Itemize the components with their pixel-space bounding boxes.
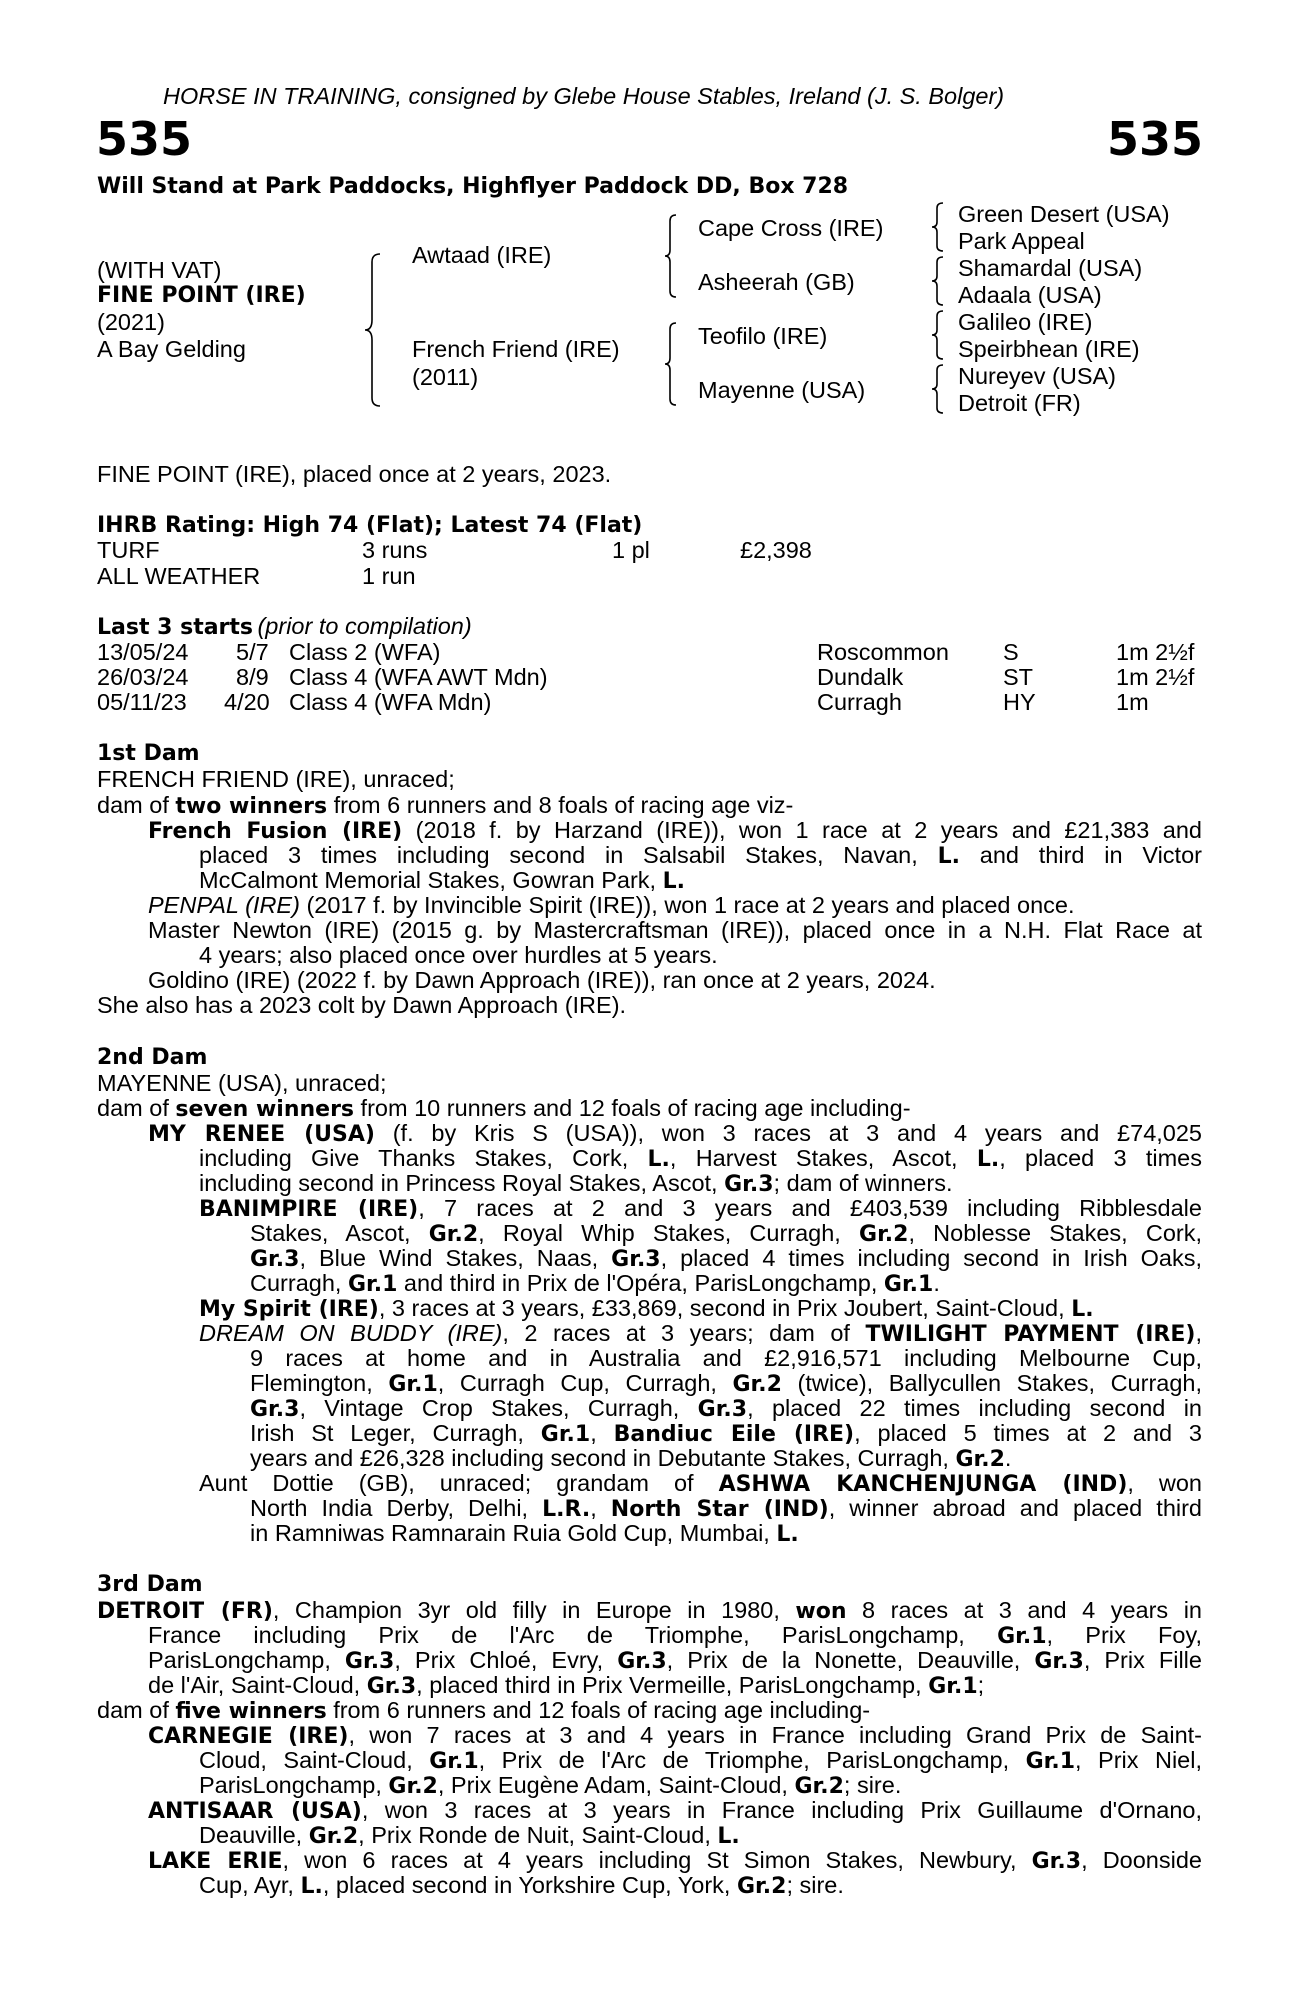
produce-banimpire-line2: Stakes, Ascot, Gr.2, Royal Whip Stakes, Curragh, Gr.2, Noblesse Stakes, Cork,: [250, 1220, 1202, 1247]
produce-aunt-dottie: Aunt Dottie (GB), unraced; grandam of ASHWA KANCHENJUNGA (IND), won: [199, 1470, 1202, 1497]
pedigree-bracket-g1: [929, 200, 951, 254]
produce-carnegie: CARNEGIE (IRE), won 7 races at 3 and 4 years in France including Grand Prix de Saint-: [148, 1722, 1202, 1749]
pedigree-g3: Shamardal (USA): [958, 255, 1143, 281]
start-date: 05/11/23: [97, 689, 187, 715]
horse-description: A Bay Gelding: [97, 336, 246, 362]
pedigree-dam-year: (2011): [412, 364, 479, 390]
lot-number-right: 535: [1106, 112, 1203, 166]
produce-antisaar: ANTISAAR (USA), won 3 races at 3 years in France including Prix Guillaume d'Ornano,: [148, 1797, 1202, 1824]
start-date: 26/03/24: [97, 664, 189, 690]
pedigree-g6: Speirbhean (IRE): [958, 336, 1140, 362]
produce-aunt-dottie-line2: North India Derby, Delhi, L.R., North Star (IND), winner abroad and placed third: [250, 1495, 1203, 1522]
produce-my-renee-line2: including Give Thanks Stakes, Cork, L., Harvest Stakes, Ascot, L., placed 3 times: [199, 1145, 1202, 1172]
produce-twilight-payment-line4: Gr.3, Vintage Crop Stakes, Curragh, Gr.3, placed 22 times including second in: [250, 1395, 1202, 1422]
produce-my-renee: MY RENEE (USA) (f. by Kris S (USA)), won 3 races at 3 and 4 years and £74,025: [148, 1120, 1202, 1147]
pedigree-sire-sire: Cape Cross (IRE): [698, 215, 884, 241]
start-going: ST: [1003, 664, 1034, 690]
racing-summary: FINE POINT (IRE), placed once at 2 years, 2023.: [97, 461, 612, 487]
start-going: S: [1003, 639, 1019, 665]
start-date: 13/05/24: [97, 639, 189, 665]
pedigree-bracket-main: [362, 250, 392, 410]
start-going: HY: [1003, 689, 1036, 715]
stand-location: Will Stand at Park Paddocks, Highflyer Paddock DD, Box 728: [97, 174, 849, 199]
produce-colt: She also has a 2023 colt by Dawn Approach (IRE).: [97, 992, 627, 1018]
produce-twilight-payment-line6: years and £26,328 including second in Debutante Stakes, Curragh, Gr.2.: [250, 1445, 1012, 1472]
pedigree-g5: Galileo (IRE): [958, 309, 1093, 335]
pedigree-bracket-g4: [929, 362, 951, 416]
last-starts-heading: [97, 614, 472, 640]
first-dam-line: FRENCH FRIEND (IRE), unraced;: [97, 766, 455, 792]
first-dam-produce-line: dam of two winners from 6 runners and 8 foals of racing age viz-: [97, 792, 794, 819]
produce-banimpire: BANIMPIRE (IRE), 7 races at 2 and 3 years and £403,539 including Ribblesdale: [199, 1195, 1202, 1222]
produce-penpal: PENPAL (IRE) (2017 f. by Invincible Spirit (IRE)), won 1 race at 2 years and placed once.: [148, 892, 1075, 918]
second-dam-line: MAYENNE (USA), unraced;: [97, 1070, 387, 1096]
pedigree-g2: Park Appeal: [958, 228, 1085, 254]
lot-number-left: 535: [96, 112, 193, 166]
third-dam-heading: 3rd Dam: [97, 1572, 203, 1597]
pedigree-g4: Adaala (USA): [958, 282, 1102, 308]
rating-runs-aw: 1 run: [362, 563, 416, 589]
start-position: 8/9: [236, 664, 269, 690]
start-distance: 1m 2½f: [1116, 639, 1195, 665]
third-dam-detroit-line3: ParisLongchamp, Gr.3, Prix Chloé, Evry, Gr.3, Prix de la Nonette, Deauville, Gr.3, Prix Fille: [148, 1647, 1202, 1674]
pedigree-bracket-dam: [662, 320, 684, 408]
last-starts-note: (prior to compilation): [257, 613, 472, 639]
produce-carnegie-line2: Cloud, Saint-Cloud, Gr.1, Prix de l'Arc de Triomphe, ParisLongchamp, Gr.1, Prix Niel,: [199, 1747, 1202, 1774]
third-dam-produce-line: dam of five winners from 6 runners and 12 foals of racing age including-: [97, 1697, 871, 1724]
pedigree-bracket-g2: [929, 254, 951, 308]
produce-twilight-payment-line5: Irish St Leger, Curragh, Gr.1, Bandiuc Eile (IRE), placed 5 times at 2 and 3: [250, 1420, 1203, 1447]
rating-title: IHRB Rating: High 74 (Flat); Latest 74 (Flat): [97, 513, 643, 538]
first-dam-heading: 1st Dam: [97, 741, 200, 766]
horse-name: FINE POINT (IRE): [97, 283, 306, 308]
produce-master-newton-line2: 4 years; also placed once over hurdles at 5 years.: [199, 942, 718, 968]
pedigree-bracket-g3: [929, 308, 951, 362]
pedigree-bracket-sire: [662, 212, 684, 300]
produce-twilight-payment-line3: Flemington, Gr.1, Curragh Cup, Curragh, Gr.2 (twice), Ballycullen Stakes, Curragh,: [250, 1370, 1203, 1397]
produce-lake-erie: LAKE ERIE, won 6 races at 4 years including St Simon Stakes, Newbury, Gr.3, Doonside: [148, 1847, 1202, 1874]
produce-carnegie-line3: ParisLongchamp, Gr.2, Prix Eugène Adam, Saint-Cloud, Gr.2; sire.: [199, 1772, 902, 1799]
rating-surface-turf: TURF: [97, 537, 160, 563]
start-distance: 1m: [1116, 689, 1149, 715]
start-course: Roscommon: [817, 639, 949, 665]
produce-my-renee-line3: including second in Princess Royal Stakes, Ascot, Gr.3; dam of winners.: [199, 1170, 953, 1197]
start-race: Class 2 (WFA): [289, 639, 441, 665]
start-course: Curragh: [817, 689, 902, 715]
pedigree-g1: Green Desert (USA): [958, 201, 1170, 227]
rating-runs-turf: 3 runs: [362, 537, 428, 563]
pedigree-dam-dam: Mayenne (USA): [698, 377, 866, 403]
start-race: Class 4 (WFA Mdn): [289, 689, 492, 715]
start-race: Class 4 (WFA AWT Mdn): [289, 664, 548, 690]
rating-placed-turf: 1 pl: [612, 537, 650, 563]
vat-note: (WITH VAT): [97, 257, 222, 283]
produce-banimpire-line3: Gr.3, Blue Wind Stakes, Naas, Gr.3, placed 4 times including second in Irish Oaks,: [250, 1245, 1202, 1272]
produce-antisaar-line2: Deauville, Gr.2, Prix Ronde de Nuit, Saint-Cloud, L.: [199, 1822, 740, 1849]
third-dam-detroit: DETROIT (FR), Champion 3yr old filly in Europe in 1980, won 8 races at 3 and 4 years in: [97, 1597, 1202, 1624]
start-course: Dundalk: [817, 664, 904, 690]
produce-aunt-dottie-line3: in Ramniwas Ramnarain Ruia Gold Cup, Mumbai, L.: [250, 1520, 799, 1547]
pedigree-sire-dam: Asheerah (GB): [698, 269, 855, 295]
last-starts-title: Last 3 starts: [97, 615, 254, 640]
horse-year: (2021): [97, 309, 165, 335]
rating-prize-turf: £2,398: [740, 537, 812, 563]
pedigree-dam: French Friend (IRE): [412, 336, 620, 362]
start-position: 5/7: [236, 639, 269, 665]
produce-french-fusion-line2: placed 3 times including second in Salsabil Stakes, Navan, L. and third in Victor: [199, 842, 1202, 869]
second-dam-produce-line: dam of seven winners from 10 runners and 12 foals of racing age including-: [97, 1095, 911, 1122]
produce-my-spirit: My Spirit (IRE), 3 races at 3 years, £33,869, second in Prix Joubert, Saint-Cloud, L.: [199, 1295, 1094, 1322]
third-dam-detroit-line4: de l'Air, Saint-Cloud, Gr.3, placed third in Prix Vermeille, ParisLongchamp, Gr.1;: [148, 1672, 985, 1699]
second-dam-heading: 2nd Dam: [97, 1045, 208, 1070]
pedigree-g7: Nureyev (USA): [958, 363, 1117, 389]
produce-lake-erie-line2: Cup, Ayr, L., placed second in Yorkshire Cup, York, Gr.2; sire.: [199, 1872, 844, 1899]
pedigree-dam-sire: Teofilo (IRE): [698, 323, 828, 349]
start-position: 4/20: [224, 689, 270, 715]
pedigree-g8: Detroit (FR): [958, 390, 1081, 416]
produce-french-fusion: French Fusion (IRE) (2018 f. by Harzand (IRE)), won 1 race at 2 years and £21,383 and: [148, 817, 1202, 844]
rating-surface-aw: ALL WEATHER: [97, 563, 261, 589]
pedigree-sire: Awtaad (IRE): [412, 242, 552, 268]
third-dam-detroit-line2: France including Prix de l'Arc de Triomphe, ParisLongchamp, Gr.1, Prix Foy,: [148, 1622, 1202, 1649]
consignor-line: HORSE IN TRAINING, consigned by Glebe House Stables, Ireland (J. S. Bolger): [163, 83, 1005, 109]
start-distance: 1m 2½f: [1116, 664, 1195, 690]
produce-french-fusion-line3: McCalmont Memorial Stakes, Gowran Park, L.: [199, 867, 685, 894]
produce-dream-on-buddy: DREAM ON BUDDY (IRE), 2 races at 3 years; dam of TWILIGHT PAYMENT (IRE),: [199, 1320, 1202, 1347]
produce-master-newton: Master Newton (IRE) (2015 g. by Mastercraftsman (IRE)), placed once in a N.H. Flat Race at: [148, 917, 1202, 943]
produce-goldino: Goldino (IRE) (2022 f. by Dawn Approach (IRE)), ran once at 2 years, 2024.: [148, 967, 936, 993]
produce-twilight-payment-line2: 9 races at home and in Australia and £2,916,571 including Melbourne Cup,: [250, 1345, 1202, 1371]
produce-banimpire-line4: Curragh, Gr.1 and third in Prix de l'Opéra, ParisLongchamp, Gr.1.: [250, 1270, 940, 1297]
